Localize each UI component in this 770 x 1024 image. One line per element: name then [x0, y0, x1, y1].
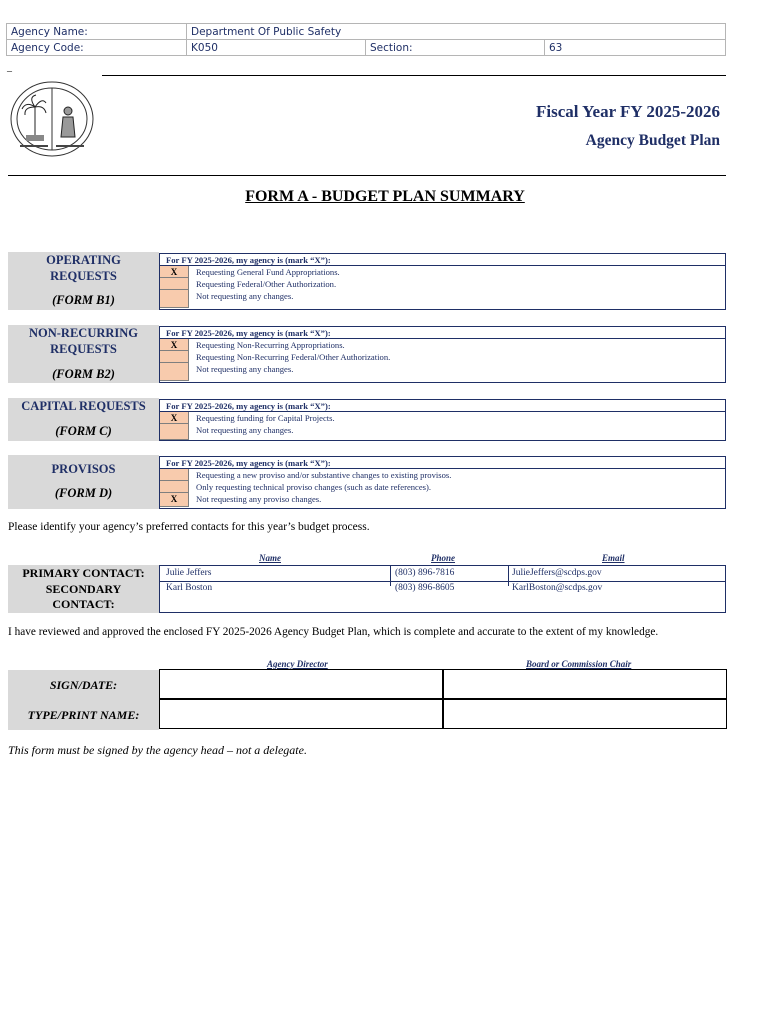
provisos-option-row [160, 469, 725, 481]
capital-option-1: Requesting funding for Capital Projects. [196, 413, 335, 423]
provisos-option-row [160, 481, 725, 493]
provisos-title-line1: PROVISOS [51, 462, 116, 476]
capital-form-label: (FORM C) [55, 424, 112, 438]
section-label: Section: [366, 40, 545, 56]
provisos-option-row [160, 493, 725, 505]
agency-code-value: K050 [187, 40, 366, 56]
board-chair-header: Board or Commission Chair [526, 659, 632, 669]
capital-option-2: Not requesting any changes. [196, 425, 294, 435]
non-recurring-form-label: (FORM B2) [52, 367, 115, 381]
operating-option-row [160, 266, 725, 278]
header-bottom-rule [8, 175, 726, 176]
non-recurring-prompt: For FY 2025-2026, my agency is (mark “X”): [160, 327, 725, 339]
provisos-mark-3[interactable]: X [160, 493, 189, 507]
non-recurring-mark-3[interactable] [160, 363, 189, 381]
secondary-contact-name[interactable]: Karl Boston [166, 583, 213, 593]
non-recurring-title-line2: REQUESTS [50, 342, 117, 356]
agency-director-header: Agency Director [267, 659, 328, 669]
agency-code-row [7, 40, 726, 56]
contact-name-header: Name [259, 553, 281, 563]
contact-col-divider [390, 566, 391, 586]
operating-options-box [159, 253, 726, 310]
provisos-label [8, 455, 159, 509]
capital-prompt: For FY 2025-2026, my agency is (mark “X”): [160, 400, 725, 412]
provisos-mark-1[interactable] [160, 469, 189, 481]
primary-contact-name[interactable]: Julie Jeffers [166, 568, 212, 578]
non-recurring-mark-2[interactable] [160, 351, 189, 363]
non-recurring-option-1: Requesting Non-Recurring Appropriations. [196, 340, 345, 350]
director-sign-date-field[interactable] [159, 669, 443, 699]
non-recurring-options-box [159, 326, 726, 383]
secondary-contact-label-line2: CONTACT: [52, 597, 115, 611]
capital-requests-label [8, 398, 159, 441]
non-recurring-option-row [160, 339, 725, 351]
operating-title-line1: OPERATING [46, 253, 121, 267]
operating-option-row [160, 290, 725, 302]
operating-option-1: Requesting General Fund Appropriations. [196, 267, 340, 277]
secondary-contact-label-line1: SECONDARY [45, 582, 122, 596]
operating-title-line2: REQUESTS [50, 269, 117, 283]
capital-mark-1[interactable]: X [160, 412, 189, 424]
header-top-rule [102, 75, 726, 76]
secondary-contact-email[interactable]: KarlBoston@scdps.gov [512, 583, 603, 593]
sign-date-label: SIGN/DATE: [8, 670, 159, 700]
operating-option-2: Requesting Federal/Other Authorization. [196, 279, 337, 289]
contact-row-divider [160, 581, 725, 582]
primary-contact-label: PRIMARY CONTACT: [22, 566, 145, 580]
header-dash: – [7, 66, 12, 77]
provisos-option-2: Only requesting technical proviso changes (such as date references). [196, 482, 432, 492]
capital-option-row [160, 424, 725, 436]
provisos-options-box [159, 456, 726, 509]
primary-contact-email[interactable]: JulieJeffers@scdps.gov [512, 568, 602, 578]
contact-col-divider [508, 566, 509, 586]
operating-mark-2[interactable] [160, 278, 189, 290]
operating-form-label: (FORM B1) [52, 293, 115, 307]
operating-mark-1[interactable]: X [160, 266, 189, 278]
contacts-table [159, 565, 726, 613]
operating-option-row [160, 278, 725, 290]
director-print-name-field[interactable] [159, 699, 443, 729]
primary-contact-phone[interactable]: (803) 896-7816 [395, 568, 455, 578]
operating-option-3: Not requesting any changes. [196, 291, 294, 301]
contact-labels [8, 565, 159, 613]
agency-code-label: Agency Code: [7, 40, 187, 56]
provisos-prompt: For FY 2025-2026, my agency is (mark “X”): [160, 457, 725, 469]
provisos-mark-2[interactable] [160, 481, 189, 493]
secondary-contact-phone[interactable]: (803) 896-8605 [395, 583, 455, 593]
provisos-option-3: Not requesting any proviso changes. [196, 494, 322, 504]
non-recurring-option-3: Not requesting any changes. [196, 364, 294, 374]
agency-name-label: Agency Name: [7, 24, 187, 40]
agency-info-table [6, 23, 726, 56]
provisos-form-label: (FORM D) [54, 486, 113, 500]
capital-title-line1: CAPITAL REQUESTS [21, 399, 146, 413]
non-recurring-option-row [160, 363, 725, 375]
provisos-option-1: Requesting a new proviso and/or substantive changes to existing provisos. [196, 470, 452, 480]
section-value: 63 [545, 40, 726, 56]
contacts-intro: Please identify your agency’s preferred contacts for this year’s budget process. [8, 521, 370, 533]
non-recurring-option-2: Requesting Non-Recurring Federal/Other Authorization. [196, 352, 391, 362]
capital-options-box [159, 399, 726, 441]
agency-name-value: Department Of Public Safety [187, 24, 726, 40]
fiscal-year-title: Fiscal Year FY 2025-2026 [536, 102, 720, 121]
capital-mark-2[interactable] [160, 424, 189, 440]
contact-phone-header: Phone [431, 553, 456, 563]
type-print-name-label: TYPE/PRINT NAME: [8, 700, 159, 730]
approval-statement: I have reviewed and approved the enclosed FY 2025-2026 Agency Budget Plan, which is complete and accurate to the extent of my knowledge. [8, 626, 659, 638]
non-recurring-requests-label [8, 325, 159, 383]
form-title: FORM A - BUDGET PLAN SUMMARY [245, 188, 525, 205]
non-recurring-option-row [160, 351, 725, 363]
operating-requests-label [8, 252, 159, 310]
footer-note: This form must be signed by the agency head – not a delegate. [8, 743, 307, 757]
agency-name-row [7, 24, 726, 40]
operating-prompt: For FY 2025-2026, my agency is (mark “X”): [160, 254, 725, 266]
chair-sign-date-field[interactable] [443, 669, 727, 699]
non-recurring-mark-1[interactable]: X [160, 339, 189, 351]
state-seal-icon [8, 79, 96, 159]
non-recurring-title-line1: NON-RECURRING [28, 326, 139, 340]
contact-email-header: Email [602, 553, 625, 563]
operating-mark-3[interactable] [160, 290, 189, 308]
agency-budget-plan-title: Agency Budget Plan [585, 132, 720, 149]
capital-option-row [160, 412, 725, 424]
chair-print-name-field[interactable] [443, 699, 727, 729]
